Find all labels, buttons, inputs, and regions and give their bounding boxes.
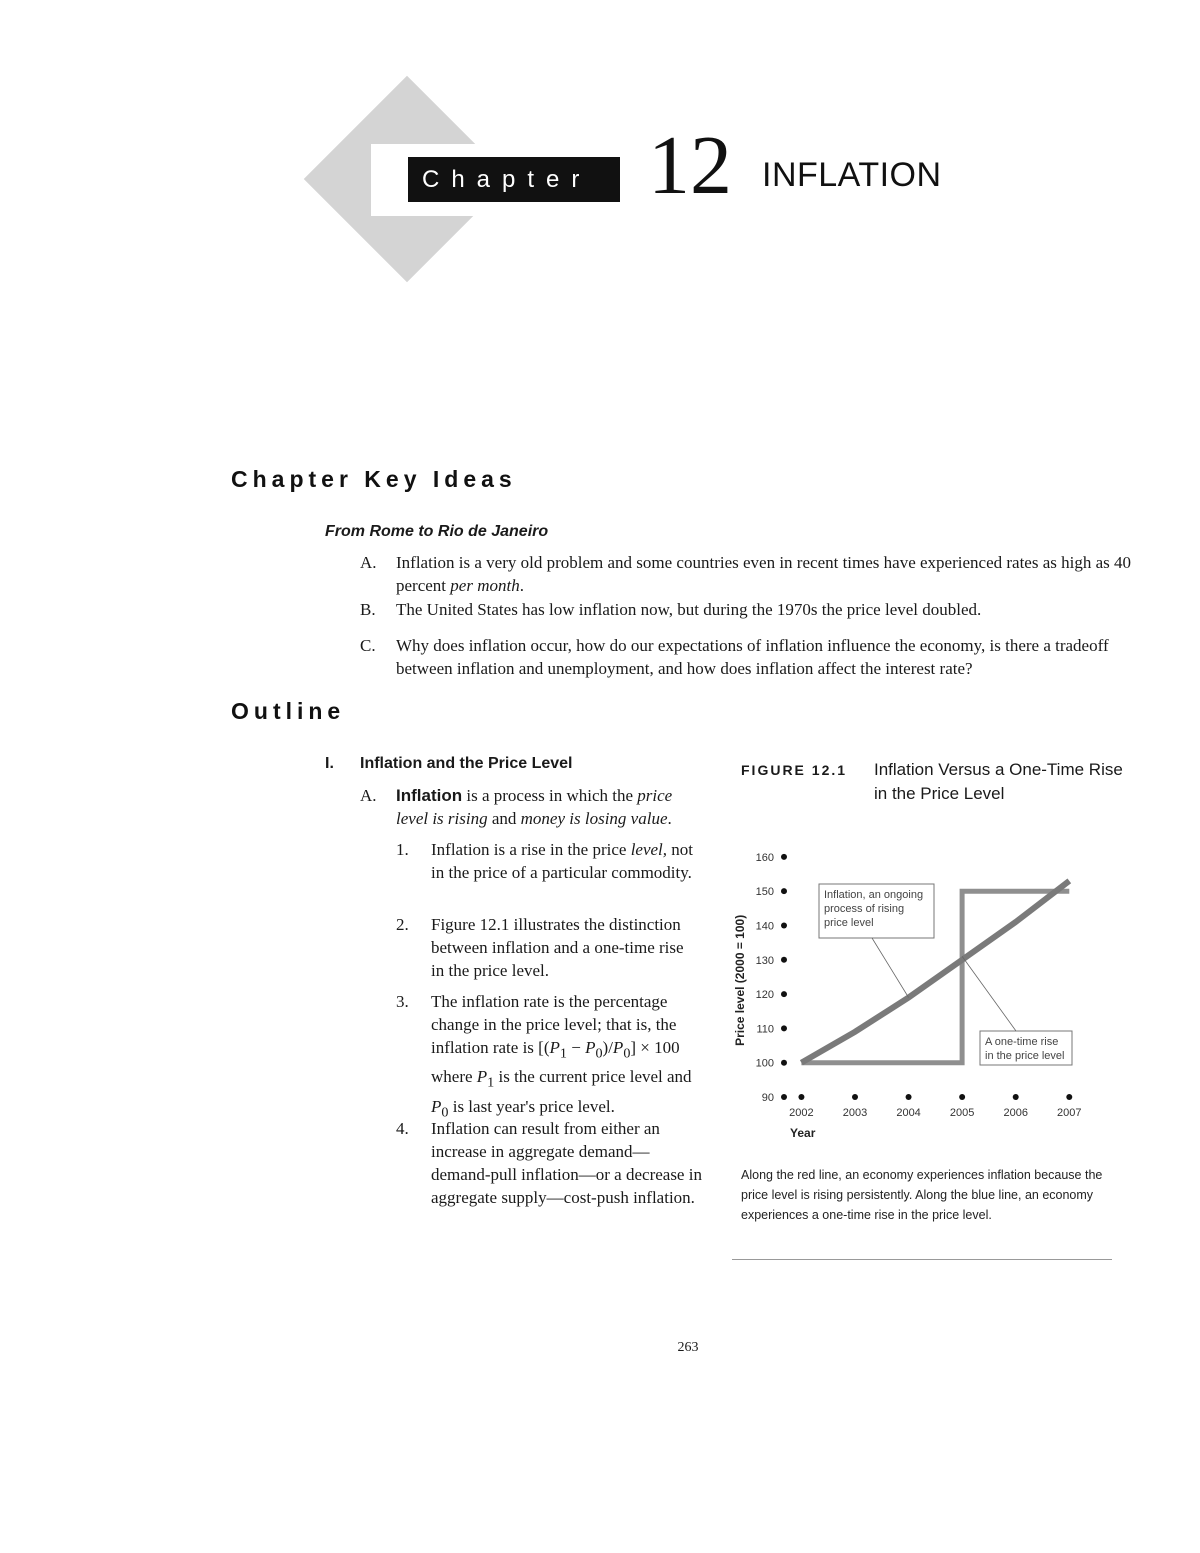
list-item-text: Inflation can result from either an increase in aggregate demand—demand-pull inflation—or a decrease in aggregate supply—cost-push inflation. xyxy=(431,1119,702,1207)
x-tick-label: 2003 xyxy=(842,1107,868,1119)
formula-variable: P xyxy=(431,1096,442,1116)
section-number: I. xyxy=(325,755,334,772)
y-tick-dot xyxy=(781,991,787,997)
list-item-label: 4. xyxy=(396,1119,409,1138)
key-ideas-subhead: From Rome to Rio de Janeiro xyxy=(325,523,549,540)
text-run: )/ xyxy=(602,1038,613,1057)
text-run: and xyxy=(487,809,521,828)
text-run: is a process in which the xyxy=(462,786,638,805)
formula-subscript: 0 xyxy=(623,1045,631,1062)
emphasis-text: price level is rising xyxy=(396,786,673,828)
inflation-annotation-text: process of rising xyxy=(824,903,905,915)
inflation-annotation-text: Inflation, an ongoing xyxy=(824,889,924,901)
y-tick-label: 100 xyxy=(755,1057,774,1070)
y-axis-label: Price level (2000 = 100) xyxy=(733,914,747,1046)
figure-divider xyxy=(732,1259,1112,1260)
list-item-text: Why does inflation occur, how do our expectations of inflation influence the economy, is there a tradeoff between inflation and unemployment, and how does inflation affect the interest rate? xyxy=(396,636,1109,678)
chapter-number: 12 xyxy=(648,119,732,212)
page-number: 263 xyxy=(677,1340,699,1355)
figure-title: Inflation Versus a One-Time Rise in the Price Level xyxy=(874,760,1123,803)
emphasis-text: level, xyxy=(630,840,668,859)
formula-subscript: 0 xyxy=(441,1104,449,1121)
formula-variable: P xyxy=(476,1067,488,1087)
y-tick-label: 140 xyxy=(755,920,774,933)
text-run: not in the price of a particular commodity. xyxy=(431,840,694,882)
x-tick-dot xyxy=(1013,1094,1019,1100)
formula-subscript: 1 xyxy=(487,1074,495,1091)
x-tick-dot xyxy=(906,1094,912,1100)
text-run: . xyxy=(667,809,672,828)
text-run: . xyxy=(519,576,524,595)
x-tick-dot xyxy=(959,1094,965,1100)
y-tick-label: 120 xyxy=(755,989,774,1002)
formula-variable: P xyxy=(549,1038,560,1057)
y-tick-label: 90 xyxy=(761,1092,774,1104)
text-run: is last year's price level. xyxy=(448,1096,615,1116)
list-item-label: A. xyxy=(360,786,377,805)
x-tick-dot xyxy=(1066,1094,1072,1100)
y-tick-dot xyxy=(781,1094,787,1100)
x-tick-label: 2006 xyxy=(1003,1107,1028,1119)
y-tick-label: 130 xyxy=(755,954,774,967)
text-run: is the current price level and xyxy=(494,1067,692,1087)
section-title: Inflation and the Price Level xyxy=(360,755,573,772)
y-tick-dot xyxy=(781,957,787,963)
list-item-label: A. xyxy=(360,553,377,572)
formula-variable: P xyxy=(585,1038,596,1057)
text-run: The inflation rate is the percentage change in the price level; that is, the inflation rate is [( xyxy=(431,992,677,1057)
list-item-label: 3. xyxy=(396,992,409,1011)
one-time-annotation-text: in the price level xyxy=(985,1050,1065,1062)
y-tick-dot xyxy=(781,888,787,894)
list-item-label: 1. xyxy=(396,840,409,859)
x-tick-label: 2007 xyxy=(1057,1107,1082,1119)
list-item-label: C. xyxy=(360,636,376,655)
inflation-annotation-text: price level xyxy=(824,917,874,929)
text-run: ] × 100 where xyxy=(431,1038,680,1087)
y-tick-label: 150 xyxy=(755,886,774,899)
x-axis-label: Year xyxy=(790,1126,816,1140)
y-tick-dot xyxy=(781,1025,787,1031)
text-run: Inflation is a rise in the price xyxy=(431,840,631,859)
emphasis-text: per month xyxy=(450,576,520,595)
text-run: − xyxy=(566,1038,586,1057)
chapter-title: INFLATION xyxy=(762,156,942,194)
y-tick-dot xyxy=(781,922,787,928)
inflation-annotation-leader xyxy=(872,938,909,998)
list-item-text: The United States has low inflation now, but during the 1970s the price level doubled. xyxy=(396,600,982,619)
list-item-text: Figure 12.1 illustrates the distinction between inflation and a one-time rise in the price level. xyxy=(431,915,684,980)
y-tick-dot xyxy=(781,1060,787,1066)
x-tick-dot xyxy=(852,1094,858,1100)
formula-subscript: 1 xyxy=(559,1045,567,1062)
list-item-label: 2. xyxy=(396,915,409,934)
figure-caption: Along the red line, an economy experiences inflation because the price level is rising persistently. Along the blue line, an economy experiences a one-time rise in the price level. xyxy=(741,1168,1103,1222)
one-time-annotation-text: A one-time rise xyxy=(985,1036,1059,1048)
formula-subscript: 0 xyxy=(595,1045,603,1062)
y-tick-label: 110 xyxy=(756,1023,774,1036)
term-text: Inflation xyxy=(396,786,463,805)
formula-variable: P xyxy=(612,1038,624,1057)
emphasis-text: money is losing value xyxy=(520,809,668,828)
key-ideas-heading: Chapter Key Ideas xyxy=(231,466,517,492)
outline-heading: Outline xyxy=(231,698,346,724)
chapter-label: Chapter xyxy=(408,157,620,202)
text-run: Inflation is a very old problem and some countries even in recent times have experienced rates as high as 40 percent xyxy=(396,553,1132,595)
x-tick-label: 2002 xyxy=(789,1107,814,1119)
x-tick-dot xyxy=(798,1094,804,1100)
x-tick-label: 2005 xyxy=(949,1107,975,1119)
figure-label: FIGURE 12.1 xyxy=(741,762,848,778)
x-tick-label: 2004 xyxy=(896,1107,921,1119)
list-item-label: B. xyxy=(360,600,376,619)
one-time-annotation-leader xyxy=(962,956,1016,1031)
y-tick-label: 160 xyxy=(755,851,774,864)
y-tick-dot xyxy=(781,854,787,860)
